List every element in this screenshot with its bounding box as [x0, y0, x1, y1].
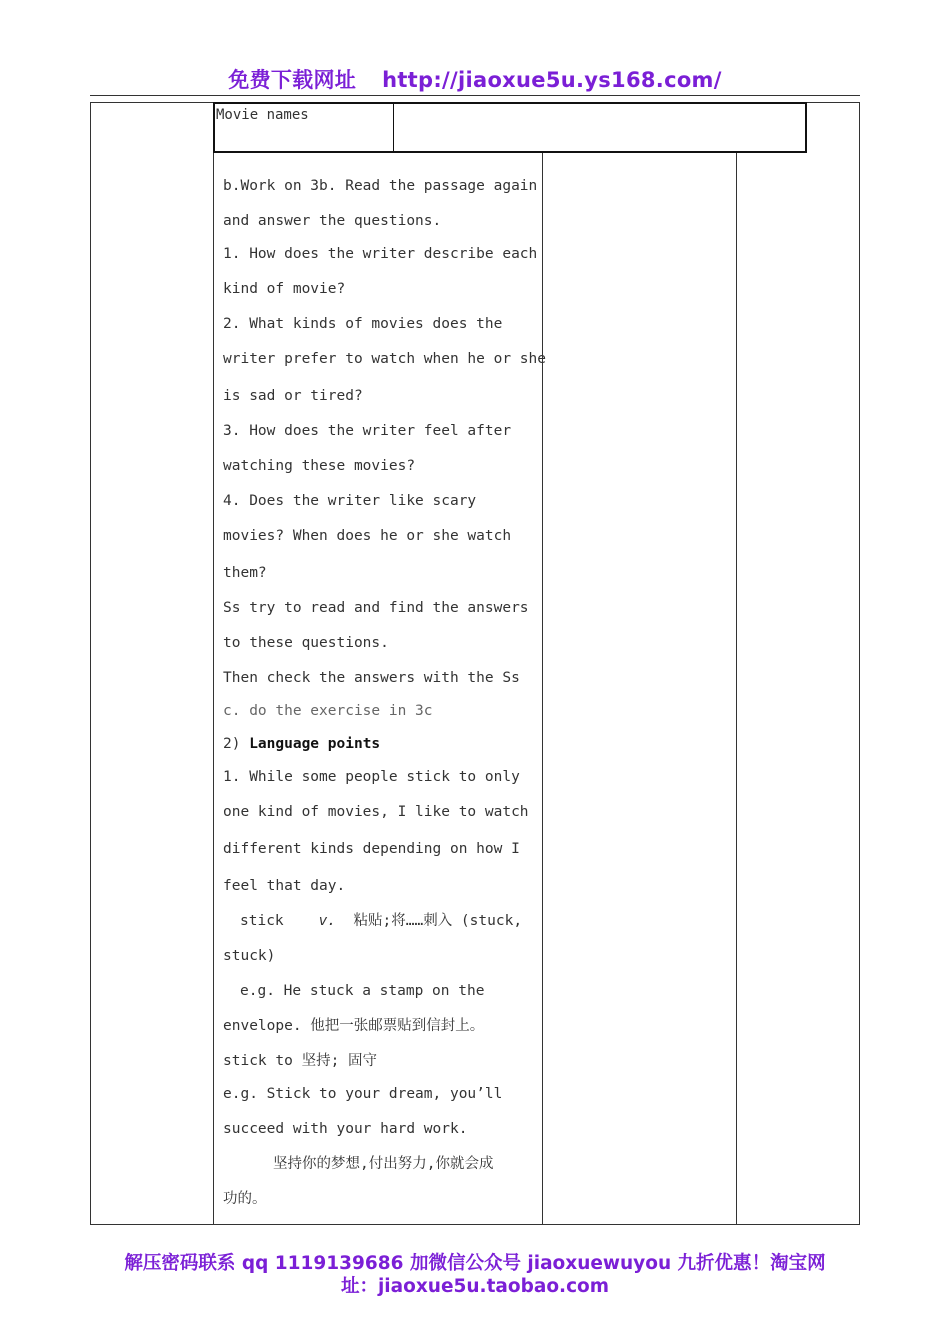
page-header [0, 64, 950, 94]
text-line: 1. While some people stick to only [223, 769, 520, 785]
table-column-divider-2 [542, 151, 543, 1224]
text-line: to these questions. [223, 635, 389, 651]
text-line: them? [223, 565, 267, 581]
text-line: and answer the questions. [223, 213, 442, 229]
lesson-content [223, 168, 547, 1218]
table-column-divider-3 [736, 151, 737, 1224]
section-heading [223, 728, 538, 761]
table-bottom-border [90, 1224, 860, 1225]
header-label: 免费下载网址 [228, 68, 357, 92]
footer-line-1: 解压密码联系 qq 1119139686 加微信公众号 jiaoxuewuyou 九折优惠！淘宝网 [124, 1253, 826, 1274]
movie-names-table [213, 102, 807, 153]
text-line: Then check the answers with the Ss [223, 670, 520, 686]
text-line: is sad or tired? [223, 388, 363, 404]
header-url-link[interactable]: http://jiaoxue5u.ys168.com/ [382, 68, 722, 92]
section-title: Language points [249, 736, 381, 752]
text-line: different kinds depending on how I [223, 841, 520, 857]
text-line: 坚持你的梦想,付出努力,你就会成 [273, 1156, 494, 1172]
part-of-speech: v. [318, 913, 337, 929]
text-line: 功的。 [223, 1191, 267, 1207]
text-line: succeed with your hard work. [223, 1121, 468, 1137]
movie-names-label: Movie names [216, 107, 309, 123]
table-column-divider-1 [213, 102, 214, 1224]
text-line: b.Work on 3b. Read the passage again [223, 178, 538, 194]
text-line: 4. Does the writer like scary [223, 493, 477, 509]
footer-line-2: 址：jiaoxue5u.taobao.com [340, 1276, 610, 1297]
text-line: 3. How does the writer feel after [223, 423, 512, 439]
text-line: writer prefer to watch when he or she [223, 351, 547, 367]
text-line: c. do the exercise in 3c [223, 703, 433, 719]
text-line: stick to 坚持; 固守 [223, 1053, 378, 1069]
section-number: 2) [223, 736, 241, 752]
table-right-border [859, 102, 860, 1224]
vocab-word: stick [240, 913, 284, 929]
header-rule [90, 95, 860, 96]
text-line: kind of movie? [223, 281, 346, 297]
text-line: Ss try to read and find the answers [223, 600, 529, 616]
text-line: 2. What kinds of movies does the [223, 316, 503, 332]
text-line: e.g. Stick to your dream, you’ll [223, 1086, 503, 1102]
text-line: e.g. He stuck a stamp on the [240, 983, 485, 999]
vocab-definition: 粘贴;将……刺入 (stuck, [353, 913, 523, 929]
text-line: envelope. 他把一张邮票贴到信封上。 [223, 1018, 485, 1034]
text-line: movies? When does he or she watch [223, 528, 512, 544]
vocab-entry [223, 905, 538, 938]
page-footer [60, 1252, 890, 1298]
text-line: feel that day. [223, 878, 346, 894]
text-line: stuck) [223, 948, 276, 964]
text-line: one kind of movies, I like to watch [223, 804, 529, 820]
text-line: watching these movies? [223, 458, 416, 474]
movie-names-divider [393, 104, 394, 151]
table-left-border [90, 102, 91, 1224]
text-line: 1. How does the writer describe each [223, 246, 538, 262]
